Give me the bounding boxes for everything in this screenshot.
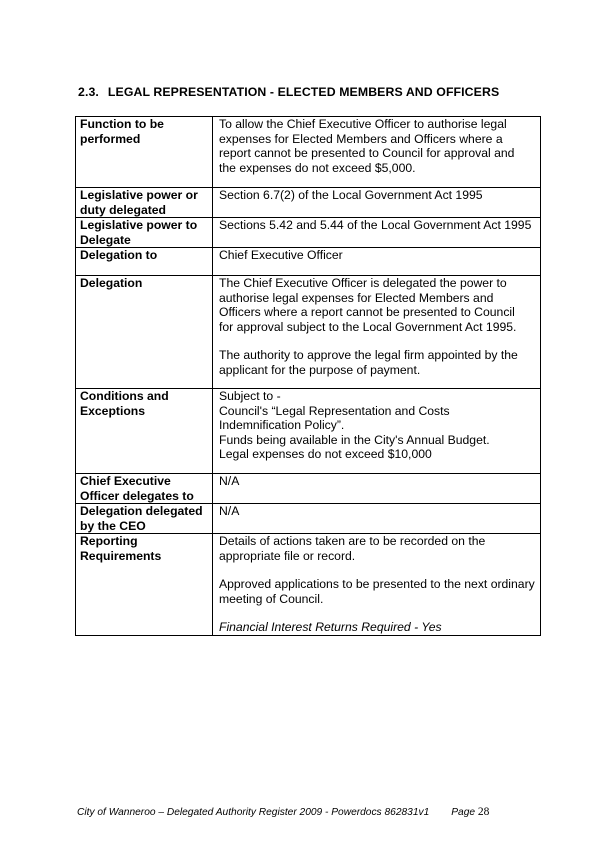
value-line: N/A bbox=[219, 504, 240, 518]
section-title: LEGAL REPRESENTATION - ELECTED MEMBERS AND OFFICERS bbox=[107, 85, 500, 99]
value-line: Section 6.7(2) of the Local Government Act 1995 bbox=[219, 188, 483, 202]
value-line: N/A bbox=[219, 474, 240, 488]
table-row bbox=[76, 218, 541, 248]
row-label: Delegation to bbox=[76, 248, 213, 276]
value-line: for approval subject to the Local Government Act 1995. bbox=[219, 319, 517, 334]
value-line: Funds being available in the City's Annual Budget. bbox=[219, 432, 490, 447]
value-line: To allow the Chief Executive Officer to authorise legal bbox=[219, 117, 507, 131]
row-label: Reporting Requirements bbox=[76, 534, 213, 636]
row-label: Legislative power to Delegate bbox=[76, 218, 213, 248]
table-row bbox=[76, 188, 541, 218]
value-line: appropriate file or record. bbox=[219, 548, 356, 563]
paragraph-gap bbox=[219, 563, 536, 577]
value-line: Financial Interest Returns Required - Yes bbox=[219, 620, 442, 634]
row-label: Legislative power or duty delegated bbox=[76, 188, 213, 218]
table-row bbox=[76, 117, 541, 188]
value-line: Legal expenses do not exceed $10,000 bbox=[219, 447, 432, 461]
row-value bbox=[213, 534, 541, 636]
table-row bbox=[76, 389, 541, 474]
row-label: Conditions and Exceptions bbox=[76, 389, 213, 474]
value-line: the expenses do not exceed $5,000. bbox=[219, 160, 416, 175]
table-row bbox=[76, 474, 541, 504]
section-number: 2.3. bbox=[78, 85, 99, 99]
value-line: authorise legal expenses for Elected Members and bbox=[219, 290, 494, 305]
section-heading bbox=[78, 85, 499, 99]
table-row bbox=[76, 276, 541, 389]
value-line: meeting of Council. bbox=[219, 591, 324, 606]
value-line: The Chief Executive Officer is delegated the power to bbox=[219, 276, 507, 290]
row-value bbox=[213, 248, 541, 276]
row-value bbox=[213, 117, 541, 188]
row-value bbox=[213, 474, 541, 504]
delegation-table bbox=[75, 116, 541, 636]
page-footer bbox=[77, 806, 489, 818]
table-row bbox=[76, 534, 541, 636]
value-line: applicant for the purpose of payment. bbox=[219, 362, 421, 377]
footer-text: City of Wanneroo – Delegated Authority Register 2009 - Powerdocs 862831v1 bbox=[77, 807, 430, 818]
row-value bbox=[213, 218, 541, 248]
row-value bbox=[213, 188, 541, 218]
row-label: Delegation delegated by the CEO bbox=[76, 504, 213, 534]
page-indicator bbox=[451, 806, 489, 818]
row-label: Function to be performed bbox=[76, 117, 213, 188]
row-label: Chief Executive Officer delegates to bbox=[76, 474, 213, 504]
row-value bbox=[213, 389, 541, 474]
value-line: The authority to approve the legal firm appointed by the bbox=[219, 348, 518, 362]
value-line: Subject to - bbox=[219, 389, 281, 403]
row-value bbox=[213, 504, 541, 534]
value-line: Officers where a report cannot be presented to Council bbox=[219, 305, 515, 319]
row-label: Delegation bbox=[76, 276, 213, 389]
table-row bbox=[76, 504, 541, 534]
value-line: expenses for Elected Members and Officers where a bbox=[219, 131, 503, 146]
value-line: Details of actions taken are to be recorded on the bbox=[219, 534, 486, 548]
value-line: Chief Executive Officer bbox=[219, 248, 343, 262]
value-line: Indemnification Policy”. bbox=[219, 418, 345, 432]
page-label: Page bbox=[451, 807, 476, 818]
value-line: Council's “Legal Representation and Costs bbox=[219, 403, 450, 418]
table-row bbox=[76, 248, 541, 276]
value-line: report cannot be presented to Council for approval and bbox=[219, 146, 515, 160]
value-line: Sections 5.42 and 5.44 of the Local Government Act 1995 bbox=[219, 218, 532, 232]
row-value bbox=[213, 276, 541, 389]
paragraph-gap bbox=[219, 334, 536, 348]
paragraph-gap bbox=[219, 606, 536, 620]
page-number: 28 bbox=[477, 806, 490, 818]
value-line: Approved applications to be presented to the next ordinary bbox=[219, 577, 535, 591]
